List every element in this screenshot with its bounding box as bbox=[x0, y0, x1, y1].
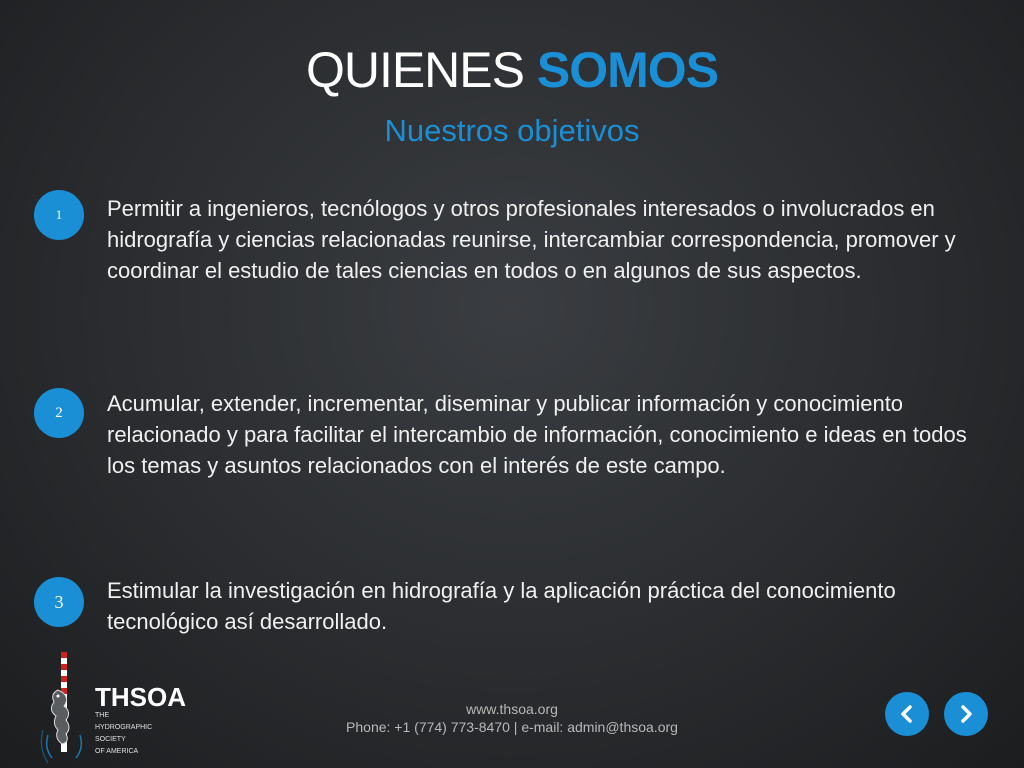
objective-number-badge: 1 bbox=[34, 190, 84, 240]
logo-subline: OF AMERICA bbox=[95, 748, 139, 755]
chevron-right-icon bbox=[955, 703, 977, 725]
title-part-2: SOMOS bbox=[536, 42, 719, 98]
page-title bbox=[0, 40, 1024, 100]
previous-slide-button[interactable] bbox=[885, 692, 929, 736]
objective-number-badge: 2 bbox=[34, 388, 84, 438]
objective-text: Estimular la investigación en hidrografía y la aplicación práctica del conocimiento tecnológico así desarrollado. bbox=[107, 578, 896, 634]
footer-website-link[interactable]: www.thsoa.org bbox=[466, 701, 558, 717]
next-slide-button[interactable] bbox=[944, 692, 988, 736]
footer bbox=[0, 700, 1024, 736]
page-subtitle: Nuestros objetivos bbox=[384, 113, 640, 148]
chevron-left-icon bbox=[896, 703, 918, 725]
footer-contact: Phone: +1 (774) 773-8470 | e-mail: admin@thsoa.org bbox=[346, 719, 678, 735]
objective-text: Permitir a ingenieros, tecnólogos y otros profesionales interesados o involucrados en hidrografía y ciencias relacionadas reunirse, intercambiar correspondencia, promover y coordinar el estudio de tales ciencias en todos o en algunos de sus aspectos. bbox=[107, 196, 956, 283]
title-part-1: QUIENES bbox=[305, 42, 524, 98]
logo-subline: SOCIETY bbox=[95, 736, 126, 743]
logo-subline: THE bbox=[95, 712, 109, 719]
objective-number-badge: 3 bbox=[34, 577, 84, 627]
objective-text: Acumular, extender, incrementar, diseminar y publicar información y conocimiento relacionado y para facilitar el intercambio de información, conocimiento e ideas en todos los temas y asuntos relacionados con el interés de este campo. bbox=[107, 391, 967, 478]
logo-name: THSOA bbox=[95, 682, 186, 712]
logo-subline: HYDROGRAPHIC bbox=[95, 724, 153, 731]
